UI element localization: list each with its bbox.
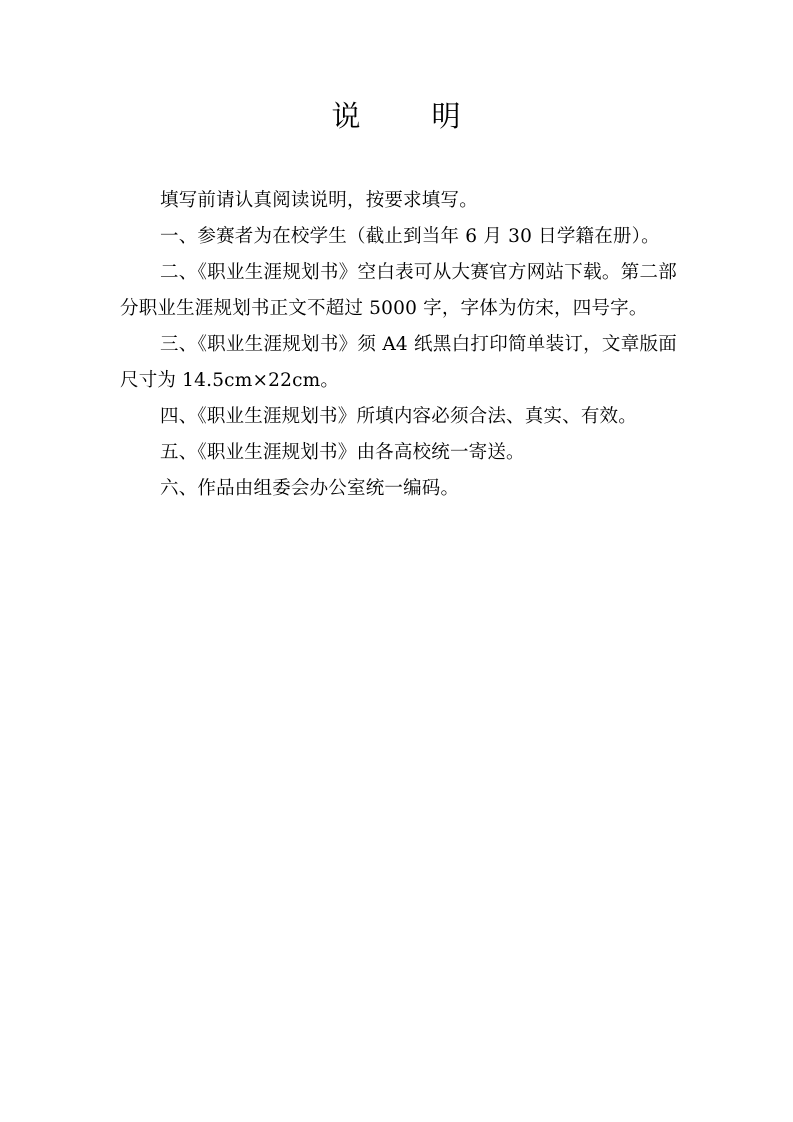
paragraph-item-3: 三、《职业生涯规划书》须 A4 纸黑白打印简单装订，文章版面尺寸为 14.5cm×22cm。 — [120, 334, 677, 391]
instructions-body — [120, 183, 677, 507]
paragraph-item-6: 六、作品由组委会办公室统一编码。 — [160, 478, 460, 499]
title-char-1: 说 — [331, 99, 362, 133]
paragraph-item-5: 五、《职业生涯规划书》由各高校统一寄送。 — [160, 442, 525, 463]
paragraph-intro: 填写前请认真阅读说明，按要求填写。 — [160, 190, 478, 211]
title-char-2: 明 — [431, 99, 462, 133]
paragraph-item-2: 二、《职业生涯规划书》空白表可从大赛官方网站下载。第二部分职业生涯规划书正文不超过 5000 字，字体为仿宋，四号字。 — [120, 262, 677, 319]
paragraph-item-1: 一、参赛者为在校学生（截止到当年 6 月 30 日学籍在册）。 — [160, 226, 660, 247]
page-title — [0, 96, 793, 136]
paragraph-item-4: 四、《职业生涯规划书》所填内容必须合法、真实、有效。 — [160, 406, 637, 427]
